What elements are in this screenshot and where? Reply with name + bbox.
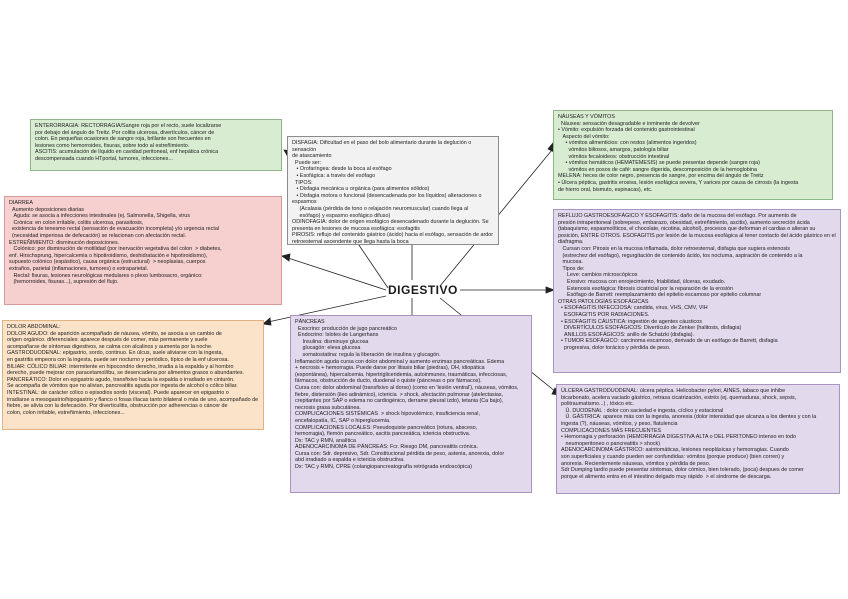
node-text-line: necrosis grasa subcutánea. bbox=[295, 404, 361, 411]
node-text-line: ingesta (?), náuseas, vómitos, y peso, flatulencia bbox=[561, 420, 678, 427]
node-text-line: Endocrino: Islotes de Langerhans bbox=[295, 332, 379, 339]
node-text-line: INTESTINAL: de carácter cólico o episodios sordo (visceral). Puede aparecer en epigastrio o bbox=[7, 389, 229, 396]
node-text-line: ÚLCERA GASTRODUODENAL: úlcera péptica. Helicobacter pylori, AINES, tabaco que inhibe bbox=[561, 388, 786, 394]
node-ulcera-gastroduodenal bbox=[556, 384, 840, 494]
arrow-diarrea bbox=[282, 254, 290, 261]
node-text-line: Aguda: se asocia a infecciones intestinales (ej. Salmonella, Shigella, virus bbox=[9, 213, 190, 220]
node-text-line: anorexia. Recientemente náuseas, vómitos y pérdida de peso. bbox=[561, 460, 711, 467]
node-text-line: Exocrino: producción de jugo pancreático bbox=[295, 325, 397, 332]
node-text-line: progresiva, dolor torácico y pérdida de peso. bbox=[558, 344, 671, 351]
node-text-line: MELENA: heces de color negro, presencia de sangre, por encima del ángulo de Treitz bbox=[558, 173, 764, 180]
node-text-line: (tabaquismo, espasmolíticos, el chocolate, nicotina, alcohol), procesos que deforman el cardias o alteran su bbox=[558, 226, 816, 233]
node-text-line: irradiarse a mesogastrio/hipogastrio y flanco o fosas ilíacas tanto bilateral o más de uno, acompañado de bbox=[7, 396, 259, 403]
node-text-line: acompañarse de síntomas digestivos, se calma con alcalinos y aumenta por la noche. bbox=[7, 343, 213, 350]
node-text-line: Cursan con: Pirosis en la mucosa inflamada, dolor retroesternal, disfagia que sugiera estenosis bbox=[558, 245, 790, 252]
node-text-line: COMPLICACIONES MÁS FRECUENTES bbox=[561, 427, 662, 434]
node-text-line: ANILLOS ESOFÁGICOS: anillo de Schatzki (disfagia). bbox=[558, 331, 695, 338]
node-text-line: • Esofágica: a través del esófago bbox=[292, 172, 376, 179]
node-text-line: Se acompaña de vómitos que no alivian, pancreatitis aguda por ingesta de alcohol o cólico biliar. bbox=[7, 383, 238, 390]
node-text-line: + necrosis + hemorragia. Puede darse por litiasis biliar (piedras), OH, idiopática bbox=[295, 365, 485, 372]
node-text-line: (necesidad imperiosa de defecación) se relacionan con afectación rectal. bbox=[9, 232, 187, 239]
node-text-line: presenta en lesiones de mucosa esofágica: esofagitis bbox=[292, 225, 420, 232]
node-text-line: • Hemorragia y perforación (HEMORRAGIA DIGESTIVA ALTA o DEL PERITONEO intenso en todo bbox=[561, 434, 796, 441]
node-text-line: TIPOS: bbox=[292, 179, 313, 186]
node-text-line: hemorragia), flemón pancreático, ascitis pancreática, ictericia obstructiva. bbox=[295, 431, 471, 438]
node-text-line: vómitos en posos de café: sangre digerida, descomposición de la hemoglobina bbox=[558, 166, 757, 173]
node-text-line: lesiones como hemorroides, fisuras, sobre todo al estreñimiento. bbox=[35, 142, 190, 149]
node-text-line: Aumento deposiciones diarias bbox=[9, 206, 84, 213]
node-text-line: fármacos, obstrucción de ducto, duodenal o quiste (páncreas o por fármacos). bbox=[295, 378, 482, 385]
node-text-line: ASCITIS: acumulación de líquido en cavidad peritoneal, enf hepática crónica bbox=[35, 149, 219, 156]
node-text-line: abd irradiado a espalda e ictericia obstructiva. bbox=[295, 457, 405, 464]
node-text-line: ODINOFAGIA: dolor de origen esofágico desencadenado durante la deglución. Se bbox=[292, 219, 489, 226]
node-text-line: BILIAR: CÓLICO BILIAR: intermitente en hipocondrio derecho, irradia a la espalda y al hombro bbox=[7, 363, 234, 370]
node-text-line: GASTRODUODENAL: epigastrio, sordo, continuo. En úlcus, suele aliviarse con la ingesta, bbox=[7, 350, 224, 357]
node-text-line: enf. Hirschsprung, hipercalcemia o hipotiroidismo, deshidratación e hipotiroidismo), bbox=[9, 252, 208, 259]
node-text-line: ADENOCARCINOMA GÁSTRICO: asintomáticas, lesiones neoplásicas y hemorragias. Cuando bbox=[561, 447, 789, 454]
node-text-line: • Vómito: expulsión forzada del contenido gastrointestinal bbox=[558, 127, 695, 134]
node-text-line: Crónica: en colon irritable, colitis ulcerosa, parasitosis, bbox=[9, 219, 144, 226]
node-text-line: DOLOR AGUDO: de aparición acompañado de náusea, vómito, se asocia a un cambio de bbox=[7, 330, 222, 337]
node-text-line: Rectal: fisuras, lesiones neurológicas medulares o plexo lumbosacro, orgánico: bbox=[9, 272, 203, 279]
node-text-line: Puede ser: bbox=[292, 159, 322, 166]
node-text-line: existencia de tenesmo rectal (sensación de evacuación incompleta) y/o urgencia rectal bbox=[9, 226, 220, 233]
node-disfagia bbox=[287, 136, 499, 245]
node-text-line: ADENOCARCINOMA DE PÁNCREAS: Fcr. Riesgo DM, pancreatitis crónica. bbox=[295, 444, 479, 451]
node-text-line: PIROSIS: reflujo del contenido gástrico (ácido) hacia el esófago, sensación de ardor bbox=[292, 232, 494, 239]
node-text-line: vómitos fecaloideos: obstrucción intestinal bbox=[558, 153, 670, 160]
node-reflujo-esofagitis bbox=[553, 209, 841, 373]
node-body bbox=[558, 213, 836, 351]
central-topic-title: DIGESTIVO bbox=[388, 283, 458, 297]
node-text-line: de atascamiento bbox=[292, 153, 332, 160]
node-text-line: PÁNCREAS bbox=[295, 319, 325, 325]
node-text-line: Insulina: disminuye glucosa bbox=[295, 338, 369, 345]
node-text-line: glucagón: eleva glucosa bbox=[295, 345, 361, 352]
node-text-line: COMPLICACIONES LOCALES: Pseudoquiste pancreático (rotura, absceso, bbox=[295, 424, 478, 431]
node-text-line: vómitos biliosos, amargos, patología biliar bbox=[558, 146, 669, 153]
node-text-line: por debajo del ángulo de Treitz. Por colitis ulcerosa, divertículos, cáncer de bbox=[35, 129, 215, 136]
node-text-line: Dx: TAC y RMN, CPRE (colangiopancreatografía retrógrada endoscópica) bbox=[295, 464, 472, 471]
node-text-line: fiebre, se alivia con la defecación. Por diverticulitis, obstrucción por adherencias o cáncer de bbox=[7, 403, 228, 410]
node-pancreas bbox=[290, 315, 532, 493]
node-text-line: • Disfagia mecánica u orgánica (para alimentos sólidos) bbox=[292, 186, 430, 193]
node-text-line: somatostatina: regula la liberación de insulina y glucagón. bbox=[295, 351, 441, 358]
node-text-line: politraumatismo...) , tóxico etc. bbox=[561, 401, 635, 408]
node-text-line: fiebre, distensión (ileo adinámico), ictericia > shock, afectación pulmonar (atelectasias, bbox=[295, 391, 504, 398]
node-text-line: de hierro oral, bismuto, espinacas), etc. bbox=[558, 186, 653, 193]
node-text-line: Esófago de Barrett: reemplazamiento del epitelio escamoso por epitelio columnar bbox=[558, 292, 762, 299]
node-text-line: crepitantes por SAP o edema no cardiogénico, derrame pleural izdo), tetania (Ca bajo), bbox=[295, 398, 504, 405]
node-text-line: (Acalasia (pérdida de tono o relajación neuromuscular) cuando llega al bbox=[292, 205, 469, 212]
node-text-line: OTRAS PATOLOGÍAS ESOFÁGICAS bbox=[558, 298, 649, 305]
node-nauseas-vomitos bbox=[553, 110, 833, 200]
node-text-line: presión intraperitoneal (sobrepeso, embarazo, obesidad, estreñimiento, ascitis), aumento secreción ácida bbox=[558, 219, 810, 226]
arrow-dolor bbox=[263, 318, 271, 325]
node-text-line: ENTERORRAGIA: RECTORRAGIA/Sangre roja por el recto, suele localizarse bbox=[35, 123, 222, 129]
node-text-line: • vómitos alimenticios: con restos (alimentos ingeridos) bbox=[558, 140, 697, 147]
node-text-line: bicarbonato, acelera vaciado gástrico, retrasa cicatrización, estrés (ej. quemaduras, shock, sepsis, bbox=[561, 394, 797, 401]
node-text-line: colon, colon irritable, estreñimiento, infecciones... bbox=[7, 409, 125, 416]
node-text-line: PANCREÁTICO: Dolor en epigastrio agudo, transfixivo hacia la espalda o irradiado en cinturón. bbox=[7, 376, 235, 383]
node-text-line: Estenosis esofágica: fibrosis cicatricial por la reparación de la erosión bbox=[558, 285, 733, 292]
node-enterorragia-ascitis bbox=[30, 119, 282, 171]
node-body bbox=[558, 114, 828, 193]
node-text-line: Dx: TAC y RMN, analítica bbox=[295, 437, 356, 444]
node-text-line: diafragma. bbox=[558, 239, 584, 246]
node-text-line: Sdr Dumping tardío puede presentar síntomas, dolor cómico, bien tolerado, (poca) despues de comer bbox=[561, 467, 804, 474]
node-text-line: descompensada cuando HTportal, tumores, infecciones... bbox=[35, 155, 173, 162]
node-text-line: Erosivo: mucosa con enrojecimiento, friabilidad, úlceras, exudado. bbox=[558, 278, 726, 285]
node-text-line: porque el alimento entra en el intestino delgado muy rápido > el síndrome de descarga. bbox=[561, 473, 772, 480]
node-text-line: • ESOFAGITIS CÁUSTICA: ingestión de agentes cáusticos bbox=[558, 318, 702, 325]
node-text-line: posición, ENTRE OTROS. ESOFAGITIS por lesión de la mucosa esofágica al tener contacto del ácido gástrico en el bbox=[558, 232, 836, 239]
node-text-line: Cursa con: Sdr. depresivo, Sdr. Constitucional pérdida de peso, astenia, anorexia, dolor bbox=[295, 450, 505, 457]
node-text-line: ESTREÑIMIENTO: disminución deposiciones. bbox=[9, 239, 120, 246]
node-text-line: son superficiales y cuando pueden ser confundidas: vómitos (porque produce) (bien corren) y bbox=[561, 453, 785, 460]
node-text-line: REFLUJO GASTROESOFÁGICO Y ESOFAGITIS: daño de la mucosa del esófago. Por aumento de bbox=[558, 213, 797, 219]
node-text-line: derecho, puede mejorar con paracetamol/ibu, se desencadena por alimentos grasos o abundantes. bbox=[7, 370, 245, 377]
node-text-line: Ú. DUODENAL : dolor con saciedad e ingesta, cíclico y estacional bbox=[561, 407, 724, 414]
node-text-line: Colónico: por disminución de motilidad (por inervación vegetativa del colon > diabetes, bbox=[9, 246, 222, 253]
node-text-line: NÁUSEAS Y VÓMITOS bbox=[558, 114, 615, 120]
node-text-line: Leve: cambios microscópicos bbox=[558, 272, 638, 279]
node-diarrea-estrenimiento bbox=[4, 196, 282, 305]
node-body bbox=[7, 324, 259, 416]
node-text-line: DISFAGIA: Dificultad en el paso del bolo alimentario durante la deglución o sensación bbox=[292, 140, 473, 153]
node-dolor-abdominal bbox=[2, 320, 264, 430]
node-text-line: COMPLICACIONES SISTÉMICAS > shock hipovolémico, insuficiencia renal, bbox=[295, 411, 480, 418]
node-text-line: • vómitos hemáticos (HEMATEMESIS) se puede presentar depende (sangre roja) bbox=[558, 160, 760, 167]
node-text-line: ESOFAGITIS POR RADIACIONES. bbox=[558, 311, 650, 318]
node-text-line: colon. En pequeñas ocasiones de sangre roja, brillante son frecuentes en bbox=[35, 136, 211, 143]
node-body bbox=[292, 140, 494, 245]
node-text-line: extraños, parietal (inflamaciones, tumores) o extraparietal. bbox=[9, 265, 149, 272]
node-text-line: • Orofaríngea: desde la boca al esófago bbox=[292, 166, 392, 173]
node-body bbox=[295, 319, 527, 471]
node-text-line: DIVERTÍCULOS ESOFÁGICOS: Divertículo de Zenker (halitosis, disfagia) bbox=[558, 325, 742, 332]
node-text-line: en gastritis empeora con la ingesta, puede ser nocturno y periódico, típico de la enf ulcerosa. bbox=[7, 356, 230, 363]
node-text-line: Tipos de: bbox=[558, 265, 585, 272]
node-text-line: DIARREA bbox=[9, 200, 33, 206]
node-text-line: Cursa con: dolor abdominal (transfixivo al dorso) (como en 'lesión ventral'), náuseas, vómitos, bbox=[295, 384, 519, 391]
node-body bbox=[9, 200, 277, 286]
node-text-line: • Disfagia motora o funcional (desencadenada por los líquidos) alteraciones o espasmos bbox=[292, 192, 483, 206]
node-body bbox=[561, 388, 835, 480]
node-text-line: esófago) y espasmo esofágico difuso) bbox=[292, 212, 391, 219]
node-text-line: neumoperitoneo o pancreatitis > shock) bbox=[561, 440, 661, 447]
node-body bbox=[35, 123, 277, 163]
node-text-line: Ú. GÁSTRICA: aparece más con la ingesta, anorexia (dolor intensidad que alcanza a los dientes y con la bbox=[561, 414, 817, 421]
node-text-line: • ESOFAGITIS INFECCIOSA: candida, virus, VHS, CMV, VIH bbox=[558, 305, 708, 312]
node-text-line: Náusea: sensación desagradable e inminente de devolver bbox=[558, 120, 700, 127]
node-text-line: mucosa. bbox=[558, 259, 583, 266]
node-text-line: (estrechez del esófago), regurgitación de contenido ácido, tos nocturna, aspiración de contenido a la bbox=[558, 252, 803, 259]
node-text-line: (hemorroides, fisuras...), supresión del flujo. bbox=[9, 279, 119, 286]
node-text-line: supuesto colónico (espástico), causa orgánica (estructural) > neoplasias, cuerpos bbox=[9, 259, 206, 266]
node-text-line: retroesternal ascendente que llega hasta la boca bbox=[292, 238, 409, 245]
node-text-line: (espontánea), hipercalcemia, hipertrigliceridemia, autoinmunes, traumáticas, infecciosas, bbox=[295, 371, 508, 378]
node-text-line: DOLOR ABDOMINAL: bbox=[7, 324, 61, 330]
node-text-line: • TUMOR ESOFÁGICO: carcinoma escamoso, derivado de un esófago de Barrett, disfagia bbox=[558, 338, 778, 345]
node-text-line: • Úlcera péptica, gastritis erosiva, lesión esofágica severa, Y varices por causa de cirrosis (la ingesta bbox=[558, 179, 799, 186]
node-text-line: Inflamación aguda cursa con dolor abdominal y aumento enzimas pancreáticas. Edema bbox=[295, 358, 505, 365]
node-text-line: Aspecto del vómito: bbox=[558, 133, 610, 140]
node-text-line: origen orgánico. diferenciales: aparece después de comer, más permanente y suele bbox=[7, 337, 208, 344]
node-text-line: encefalopatía, IC, SAP o hiperglucemia. bbox=[295, 417, 391, 424]
